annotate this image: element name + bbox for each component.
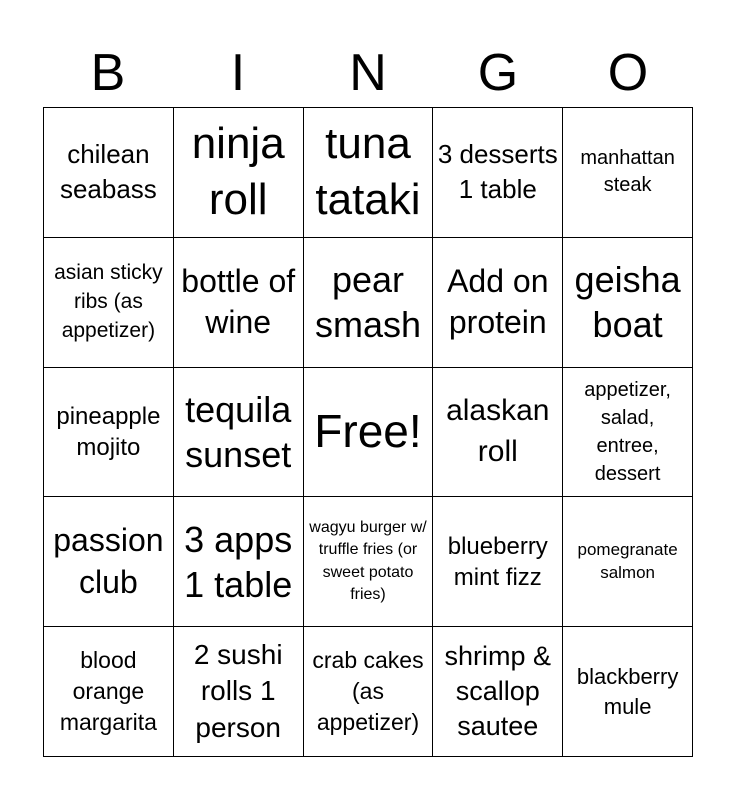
header-letter-n: N bbox=[349, 44, 387, 102]
header-letter-g: G bbox=[477, 44, 519, 102]
bingo-cell[interactable] bbox=[304, 238, 434, 368]
bingo-header bbox=[43, 40, 693, 106]
cell-label: pomegranate salmon bbox=[577, 539, 678, 582]
bingo-cell[interactable] bbox=[433, 238, 563, 368]
cell-label: ninja roll bbox=[191, 119, 285, 225]
cell-label: tequila sunset bbox=[185, 388, 292, 475]
header-letter-o: O bbox=[607, 44, 649, 102]
bingo-cell[interactable] bbox=[304, 108, 434, 238]
bingo-cell[interactable] bbox=[174, 627, 304, 757]
cell-label: asian sticky ribs (as appetizer) bbox=[54, 260, 163, 342]
bingo-cell[interactable] bbox=[433, 368, 563, 498]
cell-label: pear smash bbox=[314, 259, 421, 346]
bingo-cell[interactable] bbox=[44, 368, 174, 498]
bingo-cell[interactable] bbox=[174, 108, 304, 238]
cell-label: appetizer, salad, entree, dessert bbox=[584, 378, 671, 485]
bingo-cell[interactable] bbox=[563, 497, 693, 627]
cell-label: geisha boat bbox=[574, 259, 681, 346]
bingo-cell[interactable] bbox=[304, 627, 434, 757]
cell-label: 3 apps 1 table bbox=[184, 518, 293, 605]
cell-label: bottle of wine bbox=[181, 262, 296, 341]
cell-label: chilean seabass bbox=[59, 139, 157, 205]
bingo-cell[interactable] bbox=[174, 497, 304, 627]
header-letter-i: I bbox=[230, 44, 246, 102]
bingo-board bbox=[43, 107, 693, 757]
bingo-cell[interactable] bbox=[433, 497, 563, 627]
bingo-cell[interactable] bbox=[433, 627, 563, 757]
bingo-cell[interactable] bbox=[433, 108, 563, 238]
cell-label: shrimp & scallop sautee bbox=[444, 640, 552, 742]
cell-label: 2 sushi rolls 1 person bbox=[193, 639, 283, 743]
bingo-cell[interactable] bbox=[563, 368, 693, 498]
cell-label: alaskan roll bbox=[446, 394, 550, 468]
cell-label: 3 desserts 1 table bbox=[437, 139, 558, 205]
cell-label: wagyu burger w/ truffle fries (or sweet potato fries) bbox=[309, 519, 427, 604]
cell-label: Add on protein bbox=[447, 262, 549, 341]
cell-label: blackberry mule bbox=[576, 663, 679, 719]
cell-label: passion club bbox=[53, 522, 164, 600]
free-space-label: Free! bbox=[314, 405, 422, 458]
cell-label: crab cakes (as appetizer) bbox=[312, 647, 424, 736]
bingo-cell[interactable] bbox=[174, 238, 304, 368]
bingo-cell[interactable] bbox=[563, 108, 693, 238]
header-letter-b: B bbox=[90, 44, 126, 102]
cell-label: tuna tataki bbox=[315, 119, 421, 225]
bingo-cell[interactable] bbox=[44, 108, 174, 238]
bingo-cell[interactable] bbox=[563, 238, 693, 368]
bingo-cell[interactable] bbox=[44, 627, 174, 757]
cell-label: manhattan steak bbox=[580, 147, 675, 197]
cell-label: blood orange margarita bbox=[59, 647, 157, 736]
bingo-cell[interactable] bbox=[174, 368, 304, 498]
bingo-cell[interactable] bbox=[563, 627, 693, 757]
bingo-cell[interactable] bbox=[304, 368, 434, 498]
bingo-cell[interactable] bbox=[44, 497, 174, 627]
cell-label: pineapple mojito bbox=[56, 402, 161, 461]
bingo-cell[interactable] bbox=[304, 497, 434, 627]
cell-label: blueberry mint fizz bbox=[447, 532, 548, 591]
bingo-cell[interactable] bbox=[44, 238, 174, 368]
